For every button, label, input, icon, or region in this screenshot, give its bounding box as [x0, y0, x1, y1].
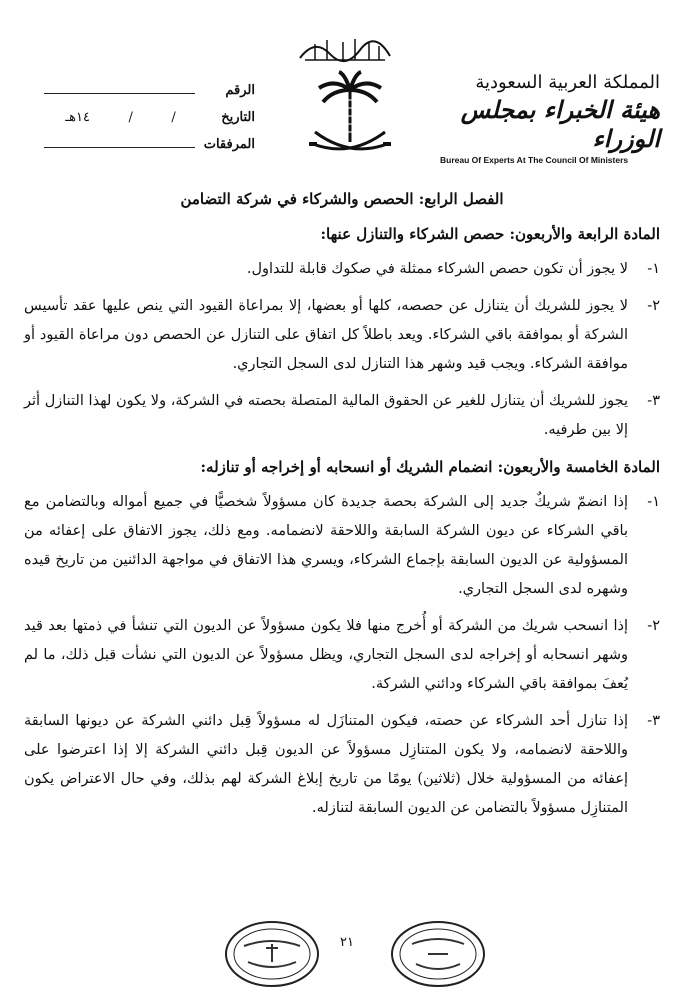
official-stamp-icon [222, 918, 322, 990]
document-body [24, 185, 660, 831]
attachments-field [40, 132, 255, 152]
list-item: ١- إذا انضمّ شريكٌ جديد إلى الشركة بحصة جديدة كان مسؤولاً شخصيًّا في جميع أمواله وبالتضامن مع باقي الشركاء عن ديون الشركة السابقة واللاحقة لانضمامه. ومع ذلك، يجوز الاتفاق على إعفائه من المسؤولية عن الديون السابقة بإجماع الشركاء، ويسري هذا الاتفاق في مواجهة الدائنين من تاريخ قيده وشهره لدى السجل التجاري. [24, 494, 660, 597]
saudi-emblem-icon [305, 70, 395, 160]
date-value: / / ١٤هـ [65, 110, 176, 125]
list-item: ١- لا يجوز أن تكون حصص الشركاء ممثلة في صكوك قابلة للتداول. [246, 261, 660, 277]
list-item: ٣- يجوز للشريك أن يتنازل للغير عن الحقوق المالية المتصلة بحصته في الشركة، ولا يكون لهذا التنازل أثر إلا بين طرفيه. [24, 393, 660, 438]
bureau-header [440, 72, 660, 165]
bismillah-calligraphy [295, 30, 395, 68]
article-title: المادة الرابعة والأربعون: حصص الشركاء والتنازل عنها: [320, 225, 660, 243]
attachments-label: المرفقات [203, 137, 255, 152]
reference-label: الرقم [225, 83, 255, 98]
date-field [40, 105, 255, 125]
article-title: المادة الخامسة والأربعون: انضمام الشريك أو انسحابه أو إخراجه أو تنازله: [200, 458, 660, 476]
date-label: التاريخ [221, 110, 255, 125]
page-number: ٢١ [340, 935, 354, 950]
list-item: ٢- لا يجوز للشريك أن يتنازل عن حصصه، كلها أو بعضها، إلا بمراعاة القيود التي ينص عليها عقد تأسيس الشركة أو بموافقة باقي الشركاء. ويعد باطلاً كل اتفاق على التنازل عن الحصص دون مراعاة القيود أو موافقة الشركاء. ويجب قيد وشهر هذا التنازل لدى السجل التجاري. [24, 298, 660, 372]
bureau-name-english: Bureau Of Experts At The Council Of Ministers [440, 155, 629, 165]
reference-field [40, 78, 255, 98]
kingdom-name: المملكة العربية السعودية [475, 72, 660, 93]
official-stamp-icon [388, 918, 488, 990]
chapter-title: الفصل الرابع: الحصص والشركاء في شركة التضامن [180, 190, 504, 208]
list-item: ٢- إذا انسحب شريك من الشركة أو أُخرج منها فلا يكون مسؤولاً عن الديون التي تنشأ في ذمتها بعد قيد وشهر انسحابه أو إخراجه لدى السجل التجاري، ويظل مسؤولاً عن الديون التي نشأت قبل ذلك، ما لم يُعفَ بموافقة باقي الشركاء ودائني الشركة. [24, 618, 660, 692]
bureau-name-arabic: هيئة الخبراء بمجلس الوزراء [460, 95, 660, 153]
list-item: ٣- إذا تنازل أحد الشركاء عن حصته، فيكون المتنازَل له مسؤولاً قِبل دائني الشركة عن ديونها السابقة واللاحقة لانضمامه، ولا يكون المتنازِل مسؤولاً عن الديون قِبل دائني الشركة إلا إذا اعترضوا على إعفائه من المسؤولية خلال (ثلاثين) يومًا من تاريخ إبلاغ الشركة لهم بذلك، وفي حال الاعتراض يكون المتنازِل مسؤولاً بالتضامن عن الديون السابقة لتنازله. [24, 713, 660, 816]
